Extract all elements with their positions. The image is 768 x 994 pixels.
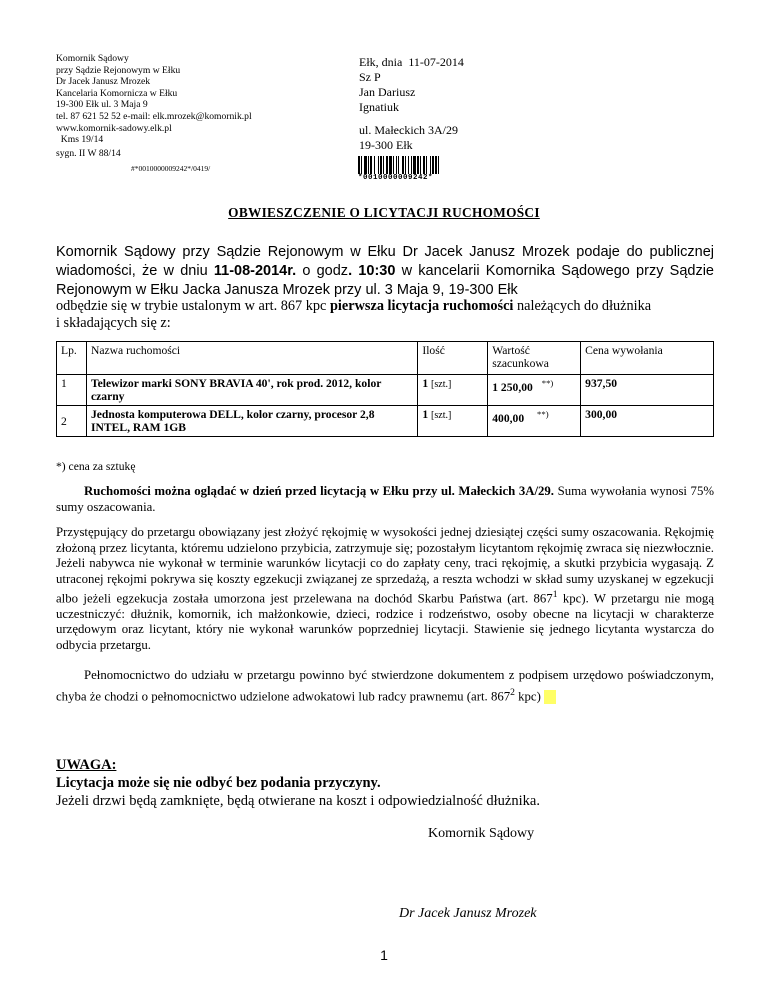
barcode-bar xyxy=(420,156,421,174)
warning-line: Jeżeli drzwi będą zamknięte, będą otwierane na koszt i odpowiedzialność dłużnika. xyxy=(56,793,540,809)
cell-value xyxy=(488,406,581,437)
poa-sup: 2 xyxy=(510,687,515,698)
intro-paragraph xyxy=(56,243,714,300)
document-title: OBWIESZCZENIE O LICYTACJI RUCHOMOŚCI xyxy=(228,205,540,220)
recipient-line: Jan Dariusz xyxy=(359,85,416,99)
deposit-paragraph xyxy=(56,525,714,653)
barcode-bar xyxy=(368,156,369,174)
cell-lp: 1 xyxy=(57,375,87,406)
barcode-bar xyxy=(426,156,427,174)
cell-name: Telewizor marki SONY BRAVIA 40', rok prod. 2012, kolor czarny xyxy=(86,375,417,406)
cell-price: 937,50 xyxy=(581,375,714,406)
qty-value: 1 xyxy=(422,377,429,390)
sender-line: Kms 19/14 xyxy=(56,134,104,146)
intro-text: i składających się z: xyxy=(56,315,171,331)
cell-value xyxy=(488,375,581,406)
barcode-bar xyxy=(358,156,360,174)
intro-text: Komornik Sądowy przy Sądzie Rejonowym w Ełku Dr Jacek Janusz Mrozek podaje do publicznej wiadomości, że w dniu xyxy=(56,244,714,279)
qty-unit: [szt.] xyxy=(431,379,452,390)
recipient-line: Sz P xyxy=(359,70,381,84)
barcode-bar xyxy=(393,156,394,174)
barcode-bar xyxy=(374,156,375,174)
barcode-bar xyxy=(383,156,384,174)
page-number: 1 xyxy=(380,947,388,963)
barcode-bar xyxy=(411,156,412,174)
sender-line: przy Sądzie Rejonowym w Ełku xyxy=(56,64,181,76)
address-line: ul. Małeckich 3A/29 xyxy=(359,123,458,137)
cell-qty xyxy=(418,406,488,437)
deposit-rest: kpc). W przetargu nie mogą uczestniczyć: dłużnik, komornik, ich małżonkowie, dzieci, rodzice i rodzeństwo, osoby obecne na licytacji w charakterze urzędowym oraz licytant, który nie wykonał warunków poprzedniej licytacji. Stawienie się jednego licytanta wystarcza do odbycia przetargu. xyxy=(56,591,715,652)
barcode-bar xyxy=(364,156,367,174)
warning-line: Licytacja może się nie odbyć bez podania przyczyny. xyxy=(56,775,381,791)
barcode-bar xyxy=(413,156,416,174)
barcode-bar xyxy=(389,156,392,174)
viewing-paragraph xyxy=(56,484,714,515)
barcode-bar xyxy=(396,156,397,174)
intro-text: odbędzie się w trybie ustalonym w art. 867 kpc xyxy=(56,298,330,314)
barcode-reference: #*0010000009242*/0419/ xyxy=(131,164,211,173)
barcode-bar xyxy=(386,156,388,174)
header-qty: Ilość xyxy=(418,342,488,375)
date-place: Ełk, dnia 11-07-2014 xyxy=(359,55,464,69)
value-mark: **) xyxy=(541,378,554,388)
header-lp: Lp. xyxy=(57,342,87,375)
signer-title: Komornik Sądowy xyxy=(428,826,535,841)
highlight-mark xyxy=(544,690,556,704)
barcode-bar xyxy=(402,156,404,174)
barcode-bar xyxy=(370,156,372,174)
recipient-line: Ignatiuk xyxy=(359,100,399,114)
sender-line: Komornik Sądowy xyxy=(56,53,129,64)
sender-line: Kancelaria Komornicza w Ełku xyxy=(56,87,178,99)
sender-line: 19-300 Ełk ul. 3 Maja 9 xyxy=(56,99,148,111)
sender-line: Dr Jacek Janusz Mrozek xyxy=(56,76,151,88)
auction-date: 11-08-2014r. xyxy=(213,263,297,279)
auction-time: 10:30 xyxy=(352,263,396,279)
deposit-sup: 1 xyxy=(552,589,558,600)
barcode-bar xyxy=(378,156,379,174)
recipient-block xyxy=(359,55,464,115)
qty-unit: [szt.] xyxy=(431,410,452,421)
viewing-rest: Suma wywołania wynosi 75% sumy oszacowania. xyxy=(56,484,714,514)
barcode-bar xyxy=(438,156,439,174)
deposit-text: Przystępujący do przetargu obowiązany jest złożyć rękojmię w wysokości jednej dziesiątej części sumy oszacowania. Rękojmię złożoną przez licytanta, któremu udzielono przybicia, zatrzymuje się; pozostałym licytantom rękojmię zwraca się niezwłocznie. Jeżeli nabywca nie wykonał w terminie warunków licytacji co do zapłaty ceny, traci rękojmię, a skutki przybicia wygasają. Z utraconej rękojmi pokrywa się koszty egzekucji związanej ze sprzedażą, a reszta wchodzi w skład sumy uzyskanej w egzekucji albo jeżeli egzekucja została umorzona jest przelewana na dochód Skarbu Państwa (art. 867 xyxy=(56,525,714,606)
cell-lp: 2 xyxy=(57,406,87,437)
qty-value: 1 xyxy=(422,408,429,421)
cell-name: Jednosta komputerowa DELL, kolor czarny, procesor 2,8 INTEL, RAM 1GB xyxy=(86,406,417,437)
sender-block xyxy=(56,53,296,146)
value-mark: **) xyxy=(537,409,549,419)
warning-block xyxy=(56,756,540,810)
sender-line: tel. 87 621 52 52 e-mail: elk.mrozek@komornik.pl xyxy=(56,110,252,122)
barcode-bar xyxy=(423,156,425,174)
value-amount: 400,00 xyxy=(492,411,525,425)
address-line: 19-300 Ełk xyxy=(359,138,413,152)
cell-price: 300,00 xyxy=(581,406,714,437)
poa-text: Pełnomocnictwo do udziału w przetargu powinno być stwierdzone dokumentem z podpisem urzędowo poświadczonym, chyba że chodzi o pełnomocnictwo udzielone adwokatowi lub radcy prawnemu (art. 867 xyxy=(56,668,714,704)
barcode-bar xyxy=(361,156,362,174)
signer-name: Dr Jacek Janusz Mrozek xyxy=(399,906,537,921)
auction-type: pierwsza licytacja ruchomości xyxy=(329,298,514,314)
barcode-bar xyxy=(432,156,434,174)
barcode-text: *0010000009242* xyxy=(358,174,434,182)
barcode-bar xyxy=(405,156,406,174)
table-row xyxy=(57,375,714,406)
power-of-attorney-paragraph xyxy=(56,667,714,705)
barcode-bar xyxy=(408,156,409,174)
intro-text: o godz xyxy=(296,263,349,279)
table-row xyxy=(57,406,714,437)
sender-line: www.komornik-sadowy.elk.pl xyxy=(56,122,172,134)
intro-text: należących do dłużnika xyxy=(513,298,652,314)
intro-paragraph-2 xyxy=(56,298,714,332)
items-table xyxy=(56,341,714,437)
warning-heading: UWAGA: xyxy=(56,757,117,773)
viewing-info: Ruchomości można oglądać w dzień przed licytacją w Ełku przy ul. Małeckich 3A/29. xyxy=(84,484,555,498)
barcode-bar xyxy=(398,156,399,174)
poa-rest: kpc) xyxy=(514,689,541,704)
barcode-bars xyxy=(358,156,470,174)
value-amount: 1 250,00 xyxy=(492,380,533,394)
case-signature: sygn. II W 88/14 xyxy=(56,148,121,159)
barcode-bar xyxy=(380,156,382,174)
intro-dot: . xyxy=(348,263,353,279)
intro-text: w kancelarii Komornika Sądowego przy Sądzie Rejonowym w Ełku Jacka Janusza Mrozek przy ul. 3 Maja 9, 19-300 Ełk xyxy=(56,263,714,298)
barcode-bar xyxy=(417,156,419,174)
header-value: Wartość szacunkowa xyxy=(488,342,581,375)
cell-qty xyxy=(418,375,488,406)
header-price: Cena wywołania xyxy=(581,342,714,375)
footnote: *) cena za sztukę xyxy=(56,460,136,473)
recipient-address xyxy=(359,123,458,153)
header-name: Nazwa ruchomości xyxy=(86,342,417,375)
table-header-row xyxy=(57,342,714,375)
barcode-bar xyxy=(430,156,431,174)
barcode-bar xyxy=(435,156,437,174)
